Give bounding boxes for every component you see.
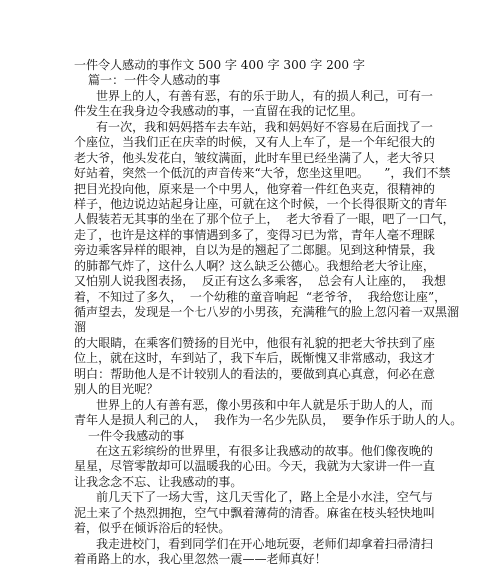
paragraph-line: 位上，就在这时，车到站了，我下车后，既惭愧又非常感动，我这才 bbox=[74, 351, 435, 366]
paragraph-line: 前几天下了一场大雪，这几天雪化了，路上全是小水洼，空气与 bbox=[96, 490, 433, 505]
paragraph-line: 的大眼睛，在乘客们赞扬的目光中，他很有礼貌的把老大爷扶到了座 bbox=[74, 335, 435, 350]
paragraph-line: 着，似乎在倾诉浴后的轻快。 bbox=[74, 521, 231, 536]
section-heading: 一件令我感动的事 bbox=[88, 428, 185, 443]
paragraph-line: 着，不知过了多久， 一个幼稚的童音响起 “老爷爷， 我给您让座”， bbox=[74, 289, 447, 304]
paragraph-line: 旁边乘客异样的眼神，自以为是的翘起了二郎腿。见到这种情景，我 bbox=[74, 243, 435, 258]
paragraph-line: 又怕别人说我图表扬， 反正有这么多乘客， 总会有人让座的， 我想 bbox=[74, 274, 446, 289]
paragraph-line: 别人的目光呢？ bbox=[74, 382, 159, 397]
paragraph-line: 件发生在我身边令我感动的事，一直留在我的记忆里。 bbox=[74, 104, 363, 119]
paragraph-line: 走了，也许是这样的事情遇到多了，变得习已为常，青年人毫不理睬 bbox=[74, 227, 435, 242]
paragraph-line: 个座位，当我们正在庆幸的时候，又有人上车了，是一个年纪很大的 bbox=[74, 135, 435, 150]
paragraph-line: 人假装若无其事的坐在了那个位子上， 老大爷看了一眼，吧了一口气， bbox=[74, 212, 455, 227]
section-heading: 篇一：一件令人感动的事 bbox=[88, 73, 221, 88]
paragraph-line: 青年人是损人利己的人， 我作为一名少先队员， 要争作乐于助人的人。 bbox=[74, 413, 463, 428]
paragraph-line: 星星，尽管零散却可以温暖我的心田。今天，我就为大家讲一件一直 bbox=[74, 459, 435, 474]
paragraph-line: 着甬路上的水，我心里忽然一震——老师真好！ bbox=[74, 552, 327, 566]
paragraph-line: 好站着，突然一个低沉的声音传来“大爷，您坐这里吧。 ”，我们不禁 bbox=[74, 166, 451, 181]
paragraph-line: 世界上的人，有善有恶，有的乐于助人，有的损人利己，可有一 bbox=[96, 88, 433, 103]
paragraph-line: 世界上的人有善有恶，像小男孩和中年人就是乐于助人的人，而 bbox=[96, 397, 433, 412]
paragraph-line: 让我念念不忘、让我感动的事。 bbox=[74, 474, 243, 489]
document-title: 一件令人感动的事作文 500 字 400 字 300 字 200 字 bbox=[74, 58, 365, 72]
paragraph-line: 溜 bbox=[74, 320, 87, 335]
paragraph-line: 在这五彩缤纷的世界里，有很多让我感动的故事。他们像夜晚的 bbox=[96, 443, 433, 458]
paragraph-line: 样子，他边说边站起身让座，可就在这个时候，一个长得很斯文的青年 bbox=[74, 196, 447, 211]
paragraph-line: 老大爷，他头发花白，皱纹满面，此时车里已经坐满了人，老大爷只 bbox=[74, 150, 435, 165]
paragraph-line: 泥土来了个热烈拥抱，空气中飘着薄荷的清香。麻雀在枝头轻快地叫 bbox=[74, 505, 435, 520]
paragraph-line: 有一次，我和妈妈搭车去车站，我和妈妈好不容易在后面找了一 bbox=[96, 119, 433, 134]
paragraph-line: 循声望去，发现是一个七八岁的小男孩，充满稚气的脸上忽闪着一双黑溜 bbox=[74, 305, 460, 319]
paragraph-line: 明白：帮助他人是不计较别人的看法的，要做到真心真意，何必在意 bbox=[74, 366, 435, 381]
paragraph-line: 我走进校门，看到同学们在开心地玩耍，老师们却拿着扫帚清扫 bbox=[96, 536, 433, 551]
paragraph-line: 的肺都气炸了，这什么人啊？这么缺乏公德心。我想给老大爷让座， bbox=[74, 258, 435, 273]
paragraph-line: 把目光投向他，原来是一个中男人，他穿着一件红色夹克，很精神的 bbox=[74, 181, 435, 196]
